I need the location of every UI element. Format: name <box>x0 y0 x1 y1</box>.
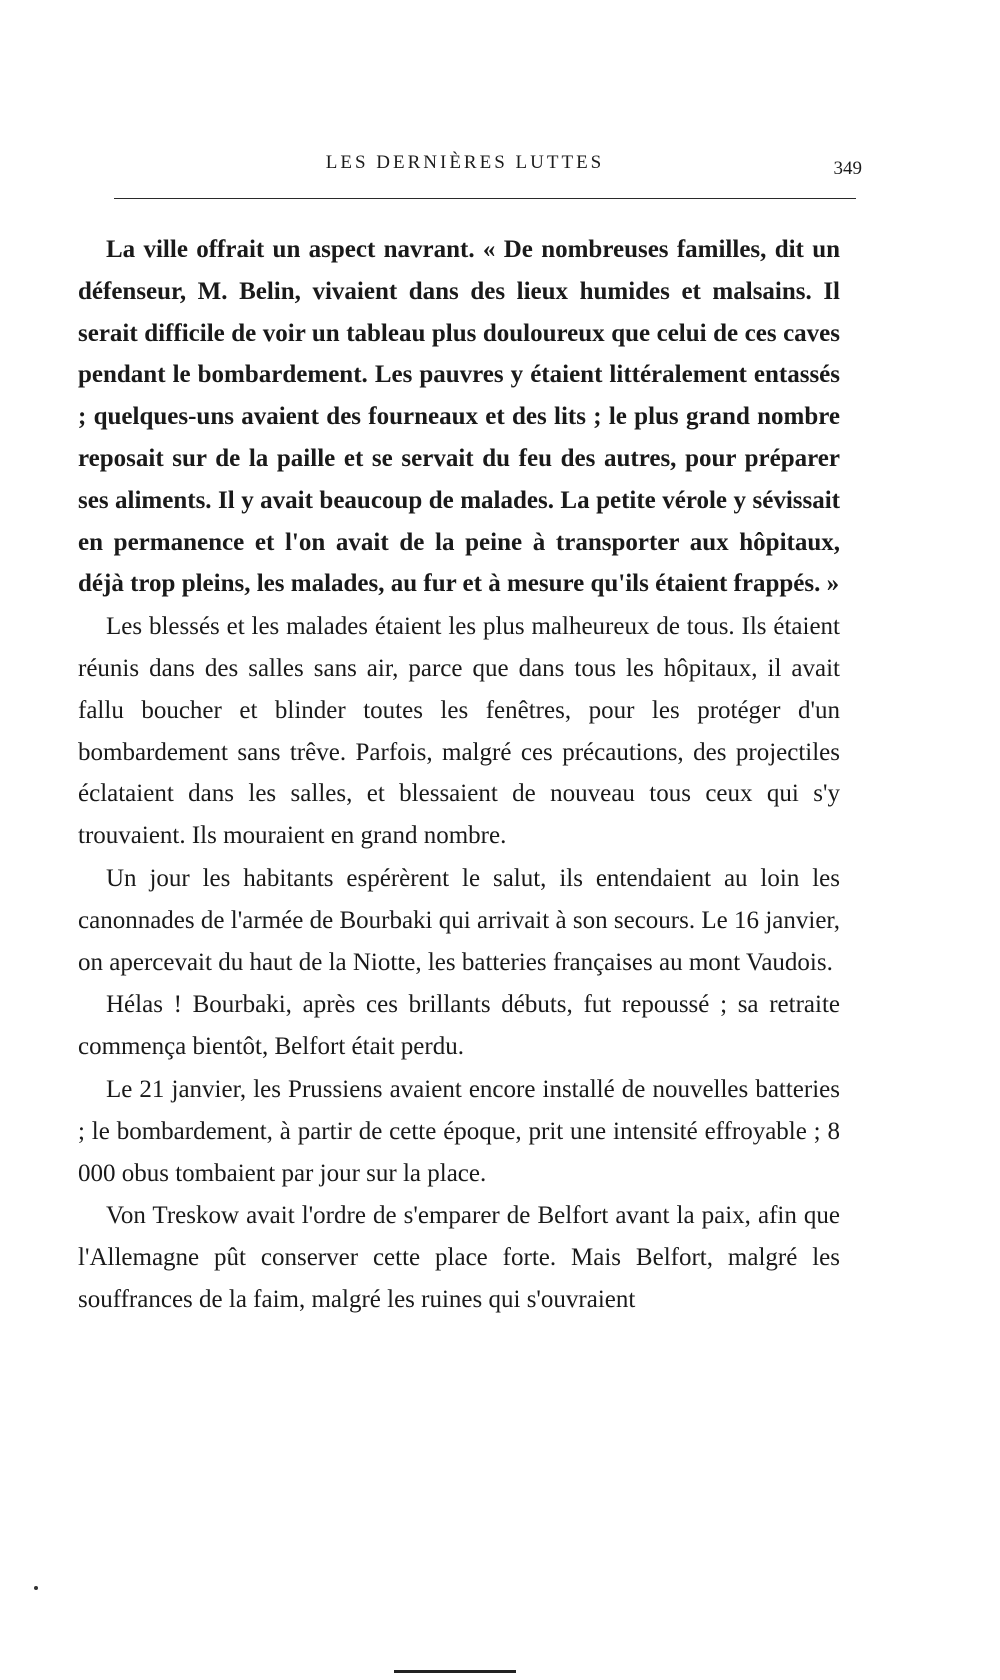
body-text <box>78 229 840 1321</box>
paragraph: Hélas ! Bourbaki, après ces brillants débuts, fut repoussé ; sa retraite commença bientôt, Belfort était perdu. <box>78 991 840 1061</box>
paragraph: Le 21 janvier, les Prussiens avaient encore installé de nouvelles batteries ; le bombardement, à partir de cette époque, prit une intensité effroyable ; 8 000 obus tombaient par jour sur la place. <box>78 1075 840 1187</box>
paragraph: Les blessés et les malades étaient les plus malheureux de tous. Ils étaient réunis dans des salles sans air, parce que dans tous les hôpitaux, il avait fallu boucher et blinder toutes les fenêtres, pour les protéger d'un bombardement sans trêve. Parfois, malgré ces précautions, des projectiles éclataient dans les salles, et blessaient de nouveau tous ceux qui s'y trouvaient. Ils mouraient en grand nombre. <box>78 613 840 850</box>
paragraph: Von Treskow avait l'ordre de s'emparer de Belfort avant la paix, afin que l'Allemagne pût conserver cette place forte. Mais Belfort, malgré les souffrances de la faim, malgré les ruines qui s'ouvraient <box>78 1202 840 1313</box>
paragraph: Un jour les habitants espérèrent le salut, ils entendaient au loin les canonnades de l'armée de Bourbaki qui arrivait à son secours. Le 16 janvier, on apercevait du haut de la Niotte, les batteries françaises au mont Vaudois. <box>78 864 840 976</box>
stray-mark <box>34 1586 38 1590</box>
page-number: 349 <box>833 158 862 179</box>
footer-rule <box>394 1670 516 1673</box>
paragraph: La ville offrait un aspect navrant. « De nombreuses familles, dit un défenseur, M. Belin, vivaient dans des lieux humides et malsains. Il serait difficile de voir un tableau plus douloureux que celui de ces caves pendant le bombardement. Les pauvres y étaient littéralement entassés ; quelques-uns avaient des fourneaux et des lits ; le plus grand nombre reposait sur de la paille et se servait du feu des autres, pour préparer ses aliments. Il y avait beaucoup de malades. La petite vérole y sévissait en permanence et l'on avait de la peine à transporter aux hôpitaux, déjà trop pleins, les malades, au fur et à mesure qu'ils étaient frappés. » <box>78 236 840 598</box>
header-rule <box>114 198 856 199</box>
running-title: LES DERNIÈRES LUTTES <box>325 152 605 173</box>
running-head <box>80 152 862 188</box>
